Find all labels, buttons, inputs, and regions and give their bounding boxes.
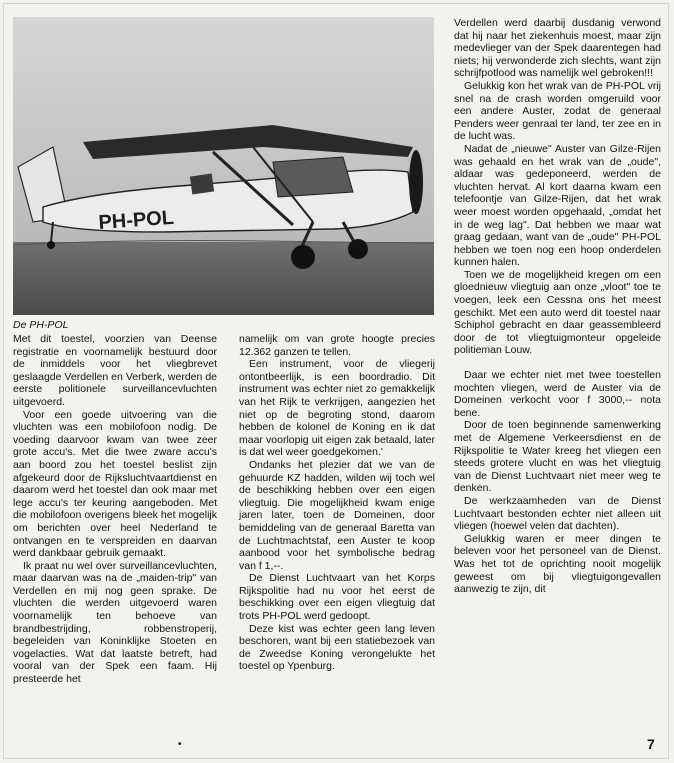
paragraph: De Dienst Luchtvaart van het Korps Rijkspolitie had nu voor het eerst de beschikking over een eigen vliegtuig dat trots PH-POL werd gedoopt. <box>239 572 435 623</box>
paragraph: Gelukkig kon het wrak van de PH-POL vrij snel na de crash worden omgeruild voor een andere Auster, zodat de generaal Penders weer genraal ter land, ter zee en in de lucht was. <box>454 79 661 143</box>
paragraph: Toen we de mogelijkheid kregen om een gloednieuw vliegtuig aan onze „vloot" toe te voegen, leek een Cessna ons het meest geschikt. Met een auto werd dit toestel naar Schiphol gebracht en daar geassembleerd door de tot vliegtuigmonteur opgeleide politieman Louw. <box>454 268 661 357</box>
paragraph: Verdellen werd daarbij dusdanig verwond dat hij naar het ziekenhuis moest, maar zijn medevlieger van der Spek daarentegen had niets; hij verwonderde zich slechts, want zijn schrijfpotlood was namelijk wel gebroken!!! <box>454 17 661 80</box>
text-column-3 <box>454 17 661 596</box>
text-column-1 <box>13 333 217 686</box>
photo-caption: De PH-POL <box>13 319 69 331</box>
registration-text: PH-POL <box>97 206 175 234</box>
page-number: 7 <box>647 736 655 752</box>
text-column-2 <box>239 333 435 673</box>
paragraph: Ondanks het plezier dat we van de gehuurde KZ hadden, wilden wij toch wel de beschikking hebben over een eigen vliegtuig. Die mogelijkheid kwam enige jaren later, toen de Domeinen, door bemiddeling van de generaal Baretta van de Luchtmachtstaf, een Auster te koop aanbood voor het symbolische bedrag van f 1,--. <box>239 458 435 572</box>
page-dot: • <box>178 739 182 750</box>
paragraph: Deze kist was echter geen lang leven beschoren, want bij een statiebezoek van de Zweedse Koning verongelukte het toestel op Ypenburg. <box>239 622 435 673</box>
paragraph: Door de toen beginnende samenwerking met de Algemene Verkeersdienst en de Rijkspolitie te Water kreeg het vliegen een steeds grotere vlucht en was het vliegtuig van de Dienst Luchtvaart niet meer weg te denken. <box>454 419 661 495</box>
paragraph: Daar we echter niet met twee toestellen mochten vliegen, werd de Auster via de Domeinen verkocht voor f 3000,-- nota bene. <box>454 369 661 419</box>
paragraph: namelijk om van grote hoogte precies 12.362 ganzen te tellen. <box>239 333 435 358</box>
paragraph: Een instrument, voor de vliegerij ontontbeerlijk, is een boordradio. Dit instrument was echter niet zo gemakkelijk van het Rijk te verkrijgen, aangezien het niet op de begroting stond, daarom hebben de kolonel de Koning en ik dat maar voorlopig uit eigen zak betaald, later is dat wel weer goedgekomen.' <box>239 358 435 459</box>
paragraph: De werkzaamheden van de Dienst Luchtvaart bestonden echter niet alleen uit vliegen (hoewel velen dat dachten). <box>454 494 661 533</box>
paragraph: Met dit toestel, voorzien van Deense registratie en voornamelijk bestuurd door de inmiddels voor het vliegbrevet geslaagde Verdellen en Verberk, werden de eerste politionele surveillancevluchten uitgevoerd. <box>13 333 217 408</box>
paragraph: Ik praat nu wel over surveillancevluchten, maar daarvan was na de „maiden-trip" van Verdellen en mij nog geen sprake. De vluchten die werden uitgevoerd waren voornamelijk ten behoeve van brandbestrijding, robbenstroperij, begeleiden van Koninklijke Stoeten en vogelacties. Wat dat laatste betreft, had vooral van der Spek een faam. Hij presteerde het <box>13 559 217 686</box>
aircraft-photo <box>13 17 434 315</box>
paragraph: Voor een goede uitvoering van die vluchten was een mobilofoon nodig. De voeding daarvoor kwam van twee zeer grote accu's. Met die twee zware accu's aan boord zou het toestel beslist zijn afgekeurd door de Rijksluchtvaartdienst en daarom werd het toestel dan ook maar met lege accu's ter keuring aangeboden. Met die mobilofoon overigens bleek het mogelijk om berichten over heel Nederland te ontvangen en te verspreiden en daarvan werd dankbaar gebruik gemaakt. <box>13 408 217 560</box>
paragraph: Gelukkig waren er meer dingen te beleven voor het personeel van de Dienst. Was het tot de oprichting nooit mogelijk geweest om bij vliegtuigongevallen aanwezig te zijn, dit <box>454 532 661 596</box>
paragraph: Nadat de „nieuwe" Auster van Gilze-Rijen was gehaald en het wrak van de „oude", aldaar was gedeponeerd, werden de vluchten hervat. Al kort daarna kwam een telefoontje van Gilze-Rijen, dat het wrak weer moest worden opgehaald, „omdat het in de weg lag". Dat hebben we maar wat graag gedaan, want van de „oude" PH-POL hebben we toen nog een hoop onderdelen kunnen halen. <box>454 142 661 269</box>
